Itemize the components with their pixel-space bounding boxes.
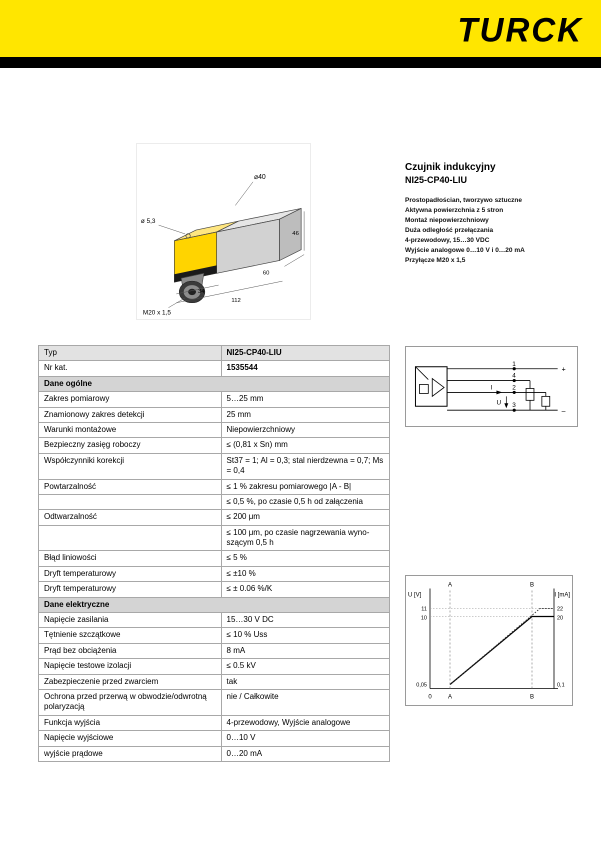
spec-label: Znamionowy zakres detekcji (39, 407, 222, 422)
table-row (39, 674, 390, 689)
dim-46-label: 46 (292, 230, 299, 237)
dim-thread-label: M20 x 1,5 (142, 309, 171, 317)
section-label: Dane elektryczne (39, 597, 390, 612)
spec-label: Błąd liniowości (39, 551, 222, 566)
feature-item: Montaż niepowierzchniowy (405, 217, 489, 224)
plus-label: + (561, 366, 566, 374)
spec-value: NI25-CP40-LIU (221, 346, 389, 361)
table-row (39, 582, 390, 597)
table-row (39, 494, 390, 509)
spec-value: ≤ 100 μm, po czasie nagrzewania wyno-szącym 0,5 h (221, 525, 389, 551)
output-characteristic-graph (405, 575, 573, 706)
dim-34-label: 34 (197, 288, 205, 295)
table-row (39, 715, 390, 730)
table-row (39, 392, 390, 407)
dim-112-label: 112 (231, 297, 241, 304)
spec-value: 0…20 mA (221, 746, 389, 761)
feature-item: 4-przewodowy, 15…30 VDC (405, 237, 490, 244)
header-divider (0, 57, 601, 68)
current-arrowhead (496, 390, 502, 394)
spec-label: Odtwarzalność (39, 510, 222, 525)
wiring-diagram-svg (406, 347, 577, 426)
spec-label: Tętnienie szczątkowe (39, 628, 222, 643)
left-tick-10: 10 (420, 615, 427, 622)
table-row (39, 746, 390, 761)
product-drawing (136, 143, 311, 320)
spec-value: ≤ ± 0.06 %/K (221, 582, 389, 597)
spec-value: ≤ (0,81 x Sn) mm (221, 438, 389, 453)
y-right-title: I [mA] (554, 592, 570, 599)
feature-item: Prostopadłościan, tworzywo sztuczne (405, 197, 523, 204)
voltage-arrowhead (504, 403, 508, 408)
voltage-label: U (496, 399, 502, 407)
feature-item: Aktywna powierzchnia z 5 stron (405, 207, 504, 214)
table-row (39, 422, 390, 437)
table-row (39, 407, 390, 422)
top-marker-b: B (529, 582, 535, 589)
table-row (39, 566, 390, 581)
x-tick-a: A (447, 694, 453, 701)
table-row (39, 453, 390, 479)
spec-label: Funkcja wyjścia (39, 715, 222, 730)
spec-label: Ochrona przed przerwą w obwodzie/odwrotną polaryzacją (39, 689, 222, 715)
curve-u-solid (450, 617, 554, 685)
table-row (39, 479, 390, 494)
connector-inner (188, 289, 196, 295)
leader-diameter (235, 182, 253, 206)
dim-60-label: 60 (262, 270, 270, 277)
spec-value: ≤ 1 % zakresu pomiarowego |A - B| (221, 479, 389, 494)
spec-label: Prąd bez obciążenia (39, 643, 222, 658)
product-subtitle: NI25-CP40-LIU (405, 175, 468, 185)
load-i-resistor (542, 396, 550, 406)
curve-i-dotted (450, 609, 554, 685)
table-row (39, 731, 390, 746)
spec-label: Typ (39, 346, 222, 361)
feature-item: Duża odległość przełączania (405, 227, 494, 234)
spec-label: Zabezpieczenie przed zwarciem (39, 674, 222, 689)
dim-diameter-label: ⌀40 (253, 173, 266, 181)
right-tick-22: 22 (557, 606, 564, 613)
spec-value: 8 mA (221, 643, 389, 658)
spec-label: Napięcie zasilania (39, 613, 222, 628)
spec-value: 15…30 V DC (221, 613, 389, 628)
table-row (39, 643, 390, 658)
terminal-4-label: 4 (512, 372, 516, 380)
spec-label: Warunki montażowe (39, 422, 222, 437)
dim-hole-label: ø 5,3 (140, 218, 156, 226)
spec-value: 4-przewodowy, Wyjście analogowe (221, 715, 389, 730)
right-tick-01: 0,1 (557, 682, 565, 689)
table-row (39, 689, 390, 715)
spec-table-body (39, 346, 390, 762)
table-row (39, 346, 390, 361)
spec-label (39, 525, 222, 551)
feature-item: Przyłącze M20 x 1,5 (405, 257, 466, 264)
spec-value: tak (221, 674, 389, 689)
terminal-3-label: 3 (512, 402, 516, 410)
table-row (39, 361, 390, 376)
spec-label: Zakres pomiarowy (39, 392, 222, 407)
top-marker-a: A (447, 582, 453, 589)
section-row (39, 376, 390, 391)
spec-table-container (38, 345, 390, 762)
table-row (39, 525, 390, 551)
minus-label: – (561, 408, 566, 416)
sensor-isometric-drawing (137, 144, 310, 319)
feature-item: Wyjście analogowe 0…10 V i 0…20 mA (405, 247, 525, 254)
table-row (39, 551, 390, 566)
spec-label: Bezpieczny zasięg roboczy (39, 438, 222, 453)
spec-label: Nr kat. (39, 361, 222, 376)
load-u-resistor (526, 388, 534, 400)
leader-hole (159, 225, 186, 234)
terminal-2-label: 2 (512, 384, 516, 392)
spec-value: Niepowierzchniowy (221, 422, 389, 437)
spec-label: Współczynniki korekcji (39, 453, 222, 479)
header-bar (0, 0, 601, 57)
amplifier-symbol (432, 379, 444, 397)
inductive-symbol (419, 385, 428, 394)
spec-value: 0…10 V (221, 731, 389, 746)
spec-label: Dryft temperaturowy (39, 566, 222, 581)
spec-label: wyjście prądowe (39, 746, 222, 761)
turck-logo: TURCK (457, 10, 583, 49)
table-row (39, 628, 390, 643)
spec-value: St37 = 1; Al = 0,3; stal nierdzewna = 0,7; Ms = 0,4 (221, 453, 389, 479)
spec-value: ≤ 0.5 kV (221, 659, 389, 674)
spec-value: 1535544 (221, 361, 389, 376)
spec-value: 25 mm (221, 407, 389, 422)
spec-table (38, 345, 390, 762)
spec-label: Powtarzalność (39, 479, 222, 494)
spec-value: ≤ ±10 % (221, 566, 389, 581)
product-title: Czujnik indukcyjny (405, 162, 496, 173)
spec-label: Napięcie wyjściowe (39, 731, 222, 746)
left-tick-11: 11 (421, 606, 427, 613)
section-label: Dane ogólne (39, 376, 390, 391)
terminal-1-label: 1 (512, 360, 516, 368)
table-row (39, 510, 390, 525)
spec-value: ≤ 5 % (221, 551, 389, 566)
y-left-title: U [V] (408, 592, 422, 599)
product-summary (405, 162, 575, 266)
spec-value: ≤ 200 μm (221, 510, 389, 525)
section-row (39, 597, 390, 612)
spec-label: Dryft temperaturowy (39, 582, 222, 597)
wiring-diagram (405, 346, 578, 427)
current-label: I (490, 384, 493, 392)
spec-value: ≤ 0,5 %, po czasie 0,5 h od załączenia (221, 494, 389, 509)
right-tick-20: 20 (557, 615, 564, 622)
spec-label (39, 494, 222, 509)
feature-list (405, 196, 575, 266)
sensor-symbol-diagonal (415, 367, 428, 380)
spec-value: nie / Całkowite (221, 689, 389, 715)
graph-svg (406, 576, 572, 705)
left-tick-005: 0,05 (416, 682, 427, 689)
spec-label: Napięcie testowe izolacji (39, 659, 222, 674)
table-row (39, 659, 390, 674)
x-origin-label: 0 (428, 694, 432, 701)
spec-value: 5…25 mm (221, 392, 389, 407)
x-tick-b: B (529, 694, 535, 701)
spec-value: ≤ 10 % Uss (221, 628, 389, 643)
table-row (39, 438, 390, 453)
table-row (39, 613, 390, 628)
